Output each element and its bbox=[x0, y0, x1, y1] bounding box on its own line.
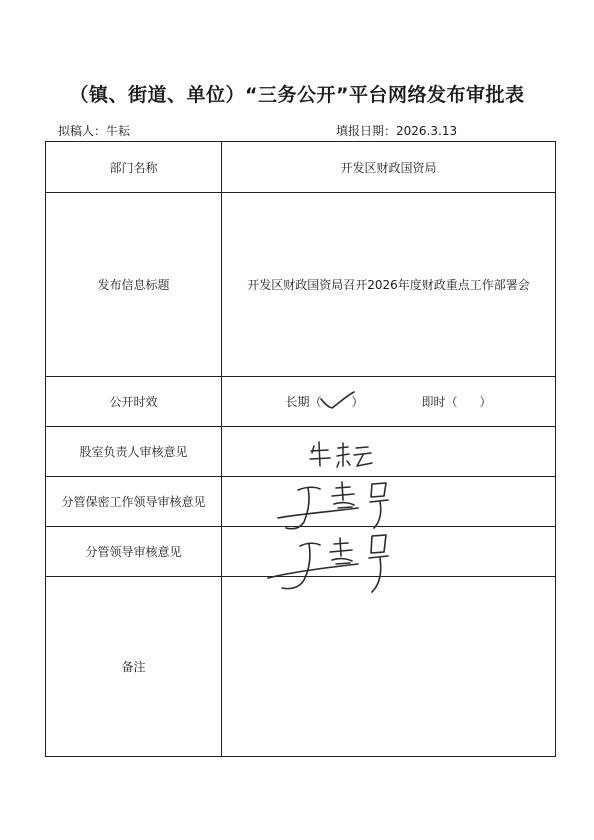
release-title-value: 开发区财政国资局召开2026年度财政重点工作部署会 bbox=[222, 193, 556, 377]
form-title: （镇、街道、单位）“三务公开”平台网络发布审批表 bbox=[69, 84, 525, 106]
table-row bbox=[46, 527, 556, 577]
option-immediate[interactable]: 即时（ ） bbox=[421, 395, 492, 409]
table-row bbox=[46, 577, 556, 757]
row-label-title: 发布信息标题 bbox=[46, 193, 222, 377]
table-row bbox=[46, 477, 556, 527]
table-row bbox=[46, 193, 556, 377]
row-label-section-head: 股室负责人审核意见 bbox=[46, 427, 222, 477]
section-head-signature-cell bbox=[222, 427, 556, 477]
table-row bbox=[46, 142, 556, 193]
leader-signature-cell bbox=[222, 527, 556, 577]
row-label-timeliness: 公开时效 bbox=[46, 377, 222, 427]
table-row bbox=[46, 377, 556, 427]
row-label-leader: 分管领导审核意见 bbox=[46, 527, 222, 577]
drafter-name: 牛耘 bbox=[106, 124, 131, 138]
table-row bbox=[46, 427, 556, 477]
remarks-value bbox=[222, 577, 556, 757]
drafter-label: 拟稿人： bbox=[58, 124, 107, 138]
option-long-term[interactable]: 长期（ ） bbox=[285, 395, 364, 409]
timeliness-options bbox=[222, 377, 556, 427]
date-label: 填报日期： bbox=[336, 124, 397, 138]
row-label-remarks: 备注 bbox=[46, 577, 222, 757]
date-line bbox=[336, 122, 457, 139]
department-name-value: 开发区财政国资局 bbox=[222, 142, 556, 193]
drafter-line bbox=[58, 122, 130, 139]
confidentiality-leader-signature-cell bbox=[222, 477, 556, 527]
approval-table bbox=[45, 141, 556, 757]
row-label-confidentiality-leader: 分管保密工作领导审核意见 bbox=[46, 477, 222, 527]
row-label-department: 部门名称 bbox=[46, 142, 222, 193]
date-value: 2026.3.13 bbox=[396, 124, 458, 138]
